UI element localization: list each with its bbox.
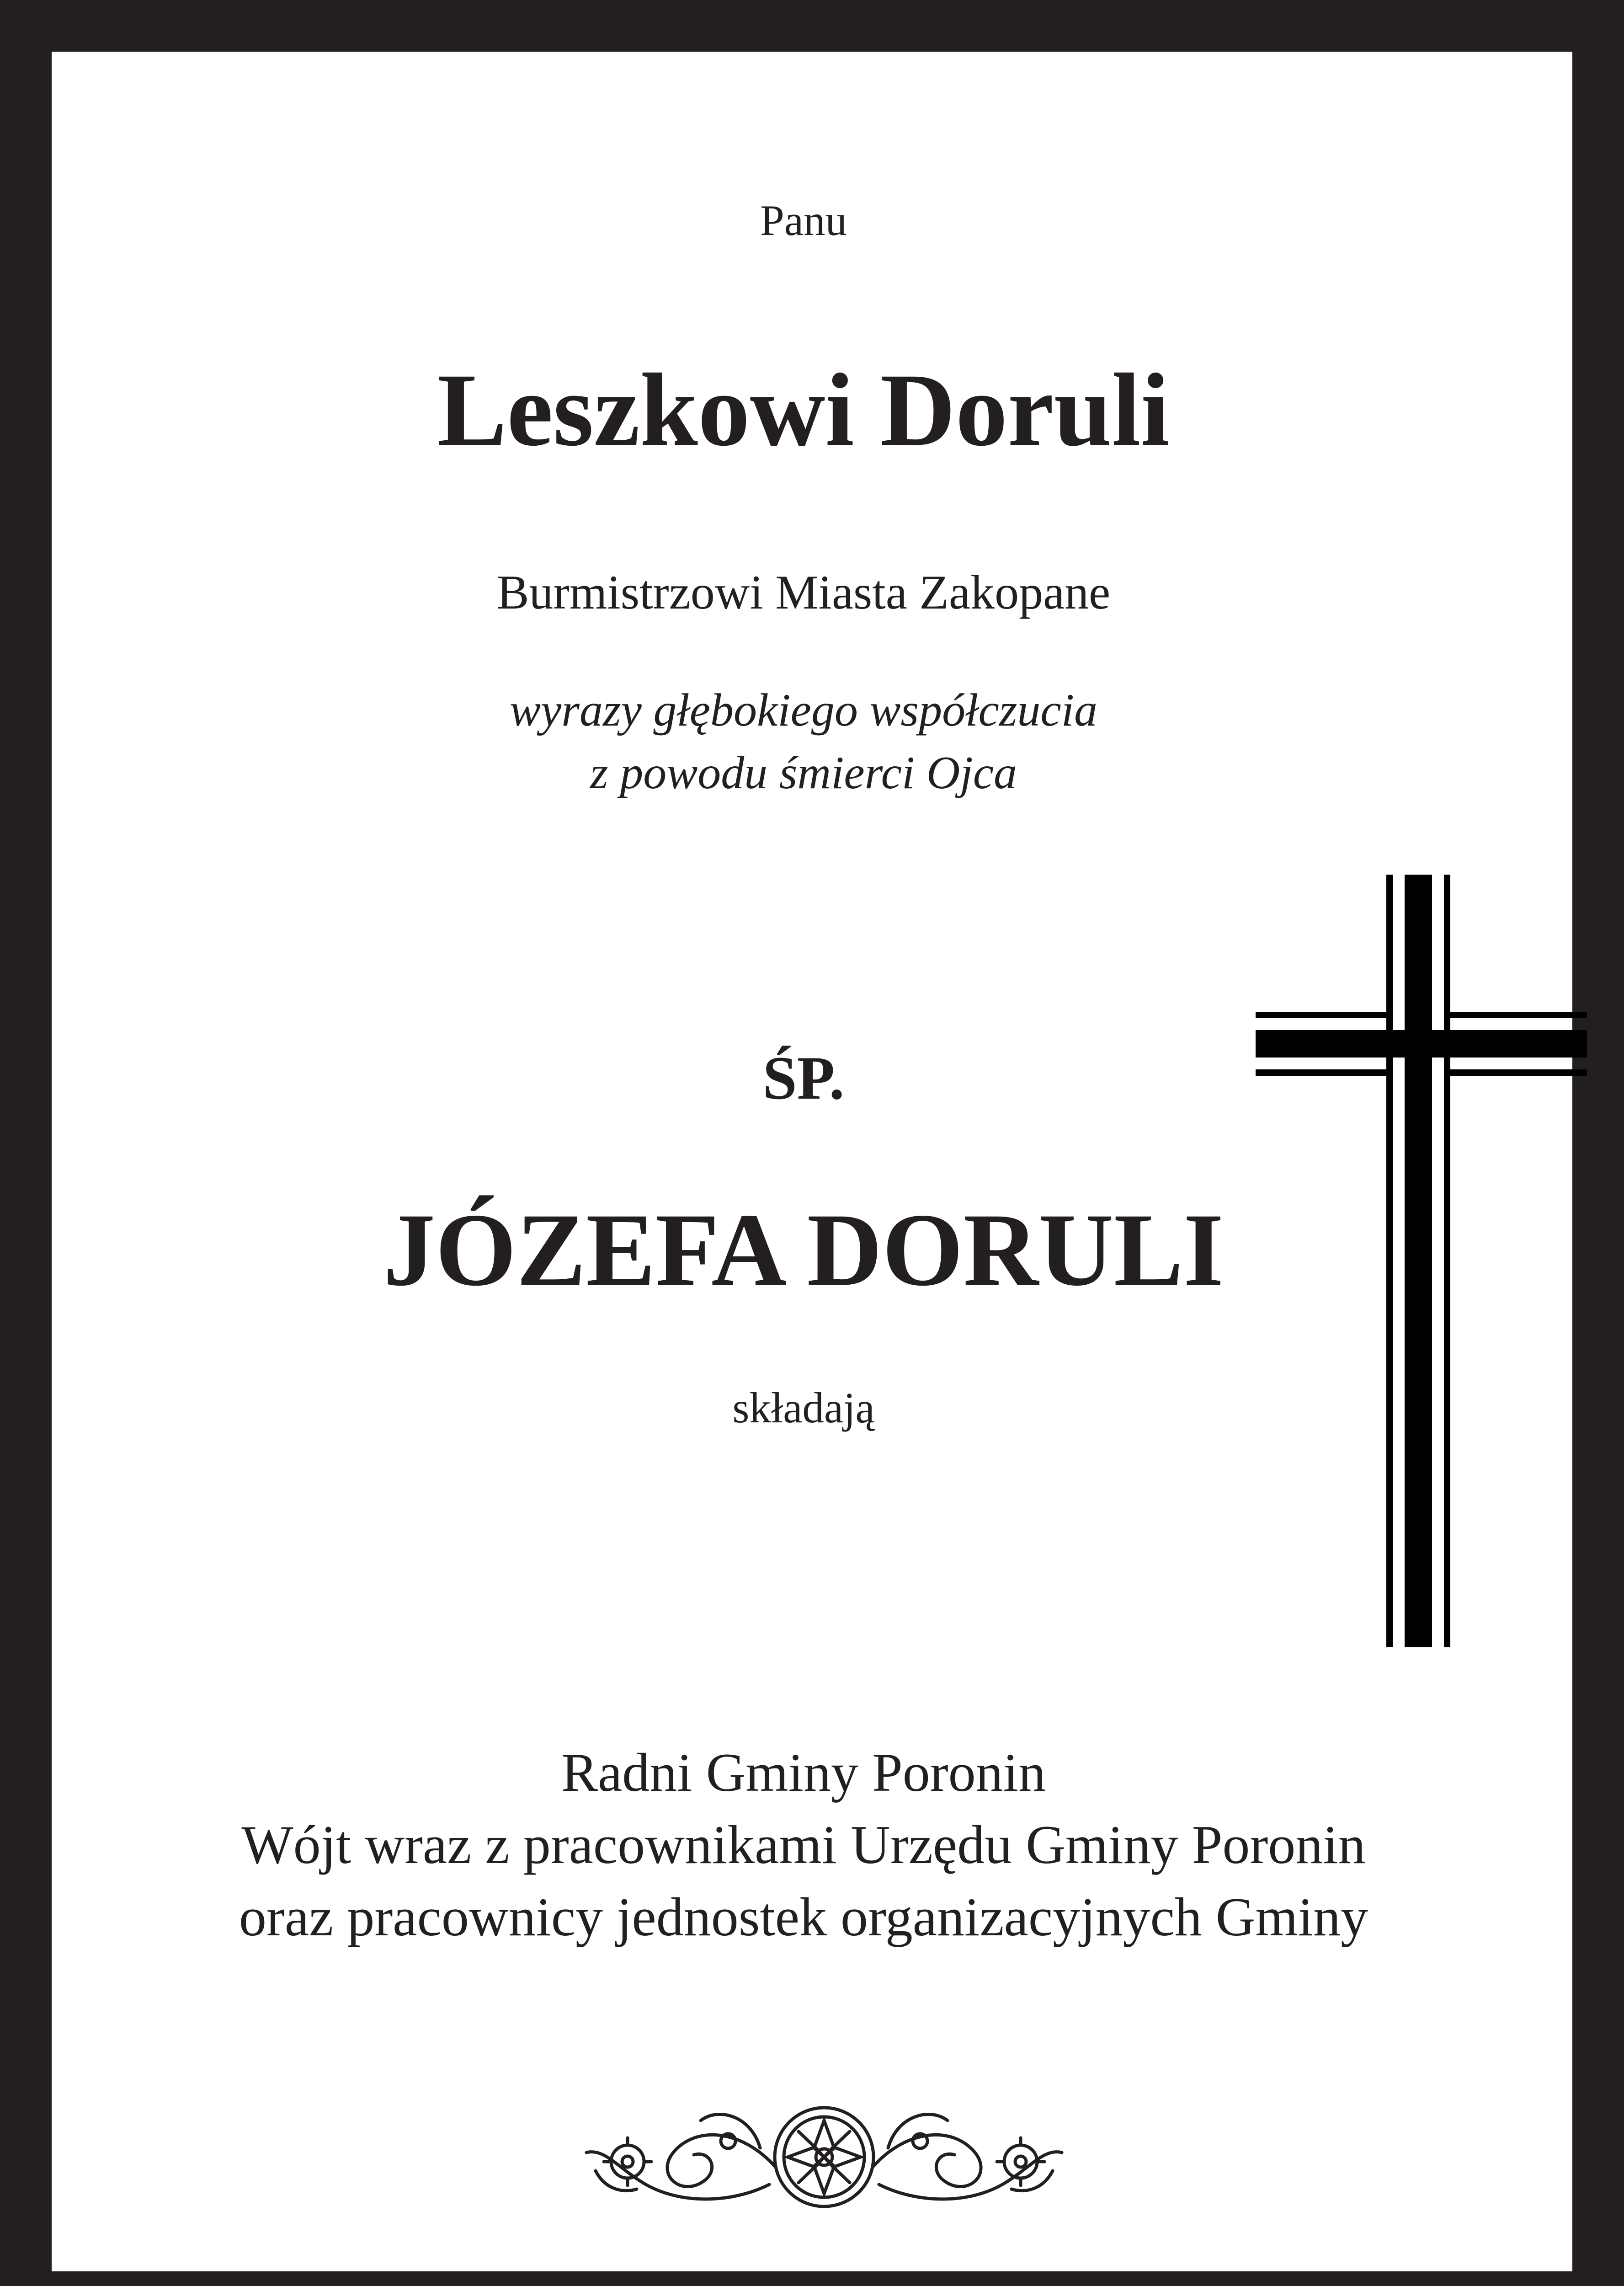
recipient-title: Burmistrzowi Miasta Zakopane xyxy=(496,566,1111,619)
signer-line-2: Wójt wraz z pracownikami Urzędu Gminy Poronin xyxy=(241,1814,1366,1875)
deceased-name: JÓZEFA DORULI xyxy=(383,1192,1224,1308)
verb-skladaja: składają xyxy=(732,1383,875,1432)
mourning-card xyxy=(52,52,1572,2271)
folk-ornament-icon xyxy=(577,2098,1071,2212)
condolence-text xyxy=(52,679,1555,804)
signers-block xyxy=(52,1736,1555,1953)
condolence-line-1: wyrazy głębokiego współczucia xyxy=(509,684,1098,736)
recipient-name: Leszkowi Doruli xyxy=(437,353,1170,468)
signer-line-1: Radni Gminy Poronin xyxy=(561,1742,1046,1803)
signer-line-3: oraz pracownicy jednostek organizacyjnych Gminy xyxy=(239,1886,1368,1947)
cross-icon xyxy=(1256,875,1587,1647)
sp-abbreviation: ŚP. xyxy=(762,1044,845,1112)
salutation: Panu xyxy=(760,196,847,245)
condolence-line-2: z powodu śmierci Ojca xyxy=(590,747,1017,799)
